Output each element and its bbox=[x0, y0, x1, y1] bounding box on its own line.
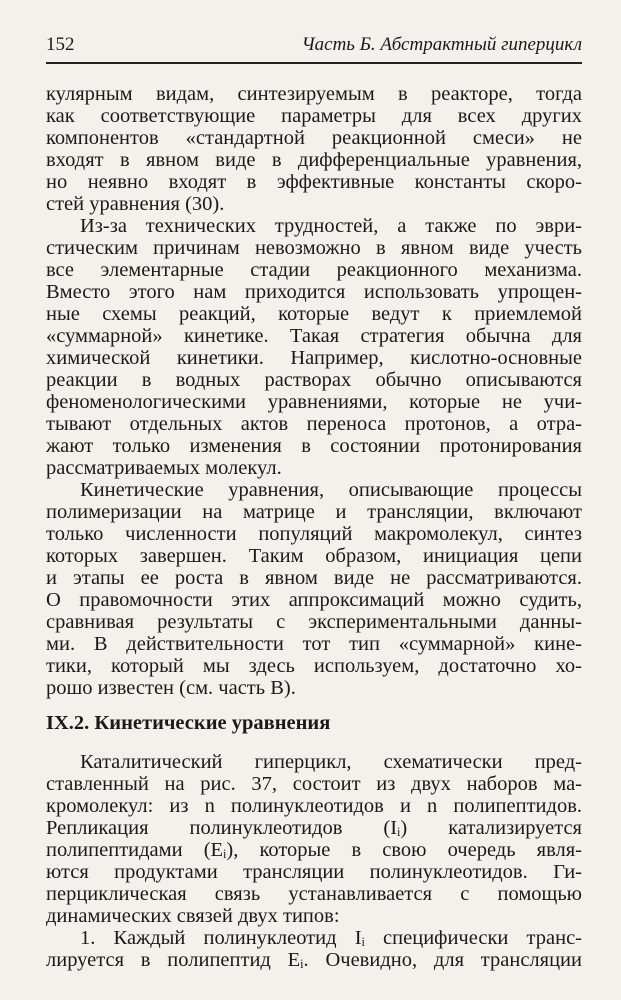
text-line: все элементарные стадии реакционного механизма. bbox=[46, 259, 582, 281]
text-line: только численности популяций макромолекул, синтез bbox=[46, 523, 582, 545]
text-line: Кинетические уравнения, описывающие процессы bbox=[80, 479, 582, 501]
text-line: компонентов «стандартной реакционной смеси» не bbox=[46, 127, 582, 149]
text-line: динамических связей двух типов: bbox=[46, 905, 340, 927]
text-line: Каталитический гиперцикл, схематически пред- bbox=[80, 751, 582, 773]
text-line: стей уравнения (30). bbox=[46, 193, 225, 215]
text-line: кромолекул: из n полинуклеотидов и n полипептидов. bbox=[46, 795, 582, 817]
text-line: сравнивая результаты с экспериментальными данны- bbox=[46, 611, 582, 633]
text-line: О правомочности этих аппроксимаций можно судить, bbox=[46, 589, 582, 611]
text-line: 1. Каждый полинуклеотид Iᵢ специфически транс- bbox=[80, 927, 582, 949]
text-line: ставленный на рис. 37, состоит из двух наборов ма- bbox=[46, 773, 582, 795]
text-line: тики, который мы здесь используем, достаточно хо- bbox=[46, 655, 582, 677]
text-line: химической кинетики. Например, кислотно-основные bbox=[46, 347, 582, 369]
text-line: ются продуктами трансляции полинуклеотидов. Ги- bbox=[46, 861, 582, 883]
text-line: полипептидами (Eᵢ), которые в свою очередь явля- bbox=[46, 839, 582, 861]
text-line: входят в явном виде в дифференциальные уравнения, bbox=[46, 149, 582, 171]
text-line: Репликация полинуклеотидов (Iᵢ) катализируется bbox=[46, 817, 582, 839]
text-line: как соответствующие параметры для всех других bbox=[46, 105, 582, 127]
text-line: полимеризации на матрице и трансляции, включают bbox=[46, 501, 582, 523]
page-number: 152 bbox=[46, 34, 75, 55]
text-line: ные схемы реакций, которые ведут к приемлемой bbox=[46, 303, 582, 325]
text-line: кулярным видам, синтезируемым в реакторе, тогда bbox=[46, 83, 582, 105]
text-line: Вместо этого нам приходится использовать упрощен- bbox=[46, 281, 582, 303]
section-heading: IX.2. Кинетические уравнения bbox=[46, 712, 331, 734]
text-line: Из-за технических трудностей, а также по эври- bbox=[80, 215, 582, 237]
text-line: и этапы ее роста в явном виде не рассматриваются. bbox=[46, 567, 582, 589]
running-title: Часть Б. Абстрактный гиперцикл bbox=[301, 34, 582, 55]
page-header bbox=[46, 34, 582, 60]
header-rule bbox=[46, 62, 582, 64]
text-line: рошо известен (см. часть В). bbox=[46, 677, 296, 699]
text-line: реакции в водных растворах обычно описываются bbox=[46, 369, 582, 391]
text-line: феноменологическими уравнениями, которые не учи- bbox=[46, 391, 582, 413]
text-line: стическим причинам невозможно в явном виде учесть bbox=[46, 237, 582, 259]
text-line: перциклическая связь устанавливается с помощью bbox=[46, 883, 582, 905]
text-line: жают только изменения в состоянии протонирования bbox=[46, 435, 582, 457]
text-line: но неявно входят в эффективные константы скоро- bbox=[46, 171, 582, 193]
text-line: «суммарной» кинетике. Такая стратегия обычна для bbox=[46, 325, 582, 347]
text-line: тывают отдельных актов переноса протонов, а отра- bbox=[46, 413, 582, 435]
text-line: рассматриваемых молекул. bbox=[46, 457, 282, 479]
text-line: ми. В действительности тот тип «суммарной» кине- bbox=[46, 633, 582, 655]
text-line: которых завершен. Таким образом, инициация цепи bbox=[46, 545, 582, 567]
text-line: лируется в полипептид Eᵢ. Очевидно, для трансляции bbox=[46, 949, 582, 971]
